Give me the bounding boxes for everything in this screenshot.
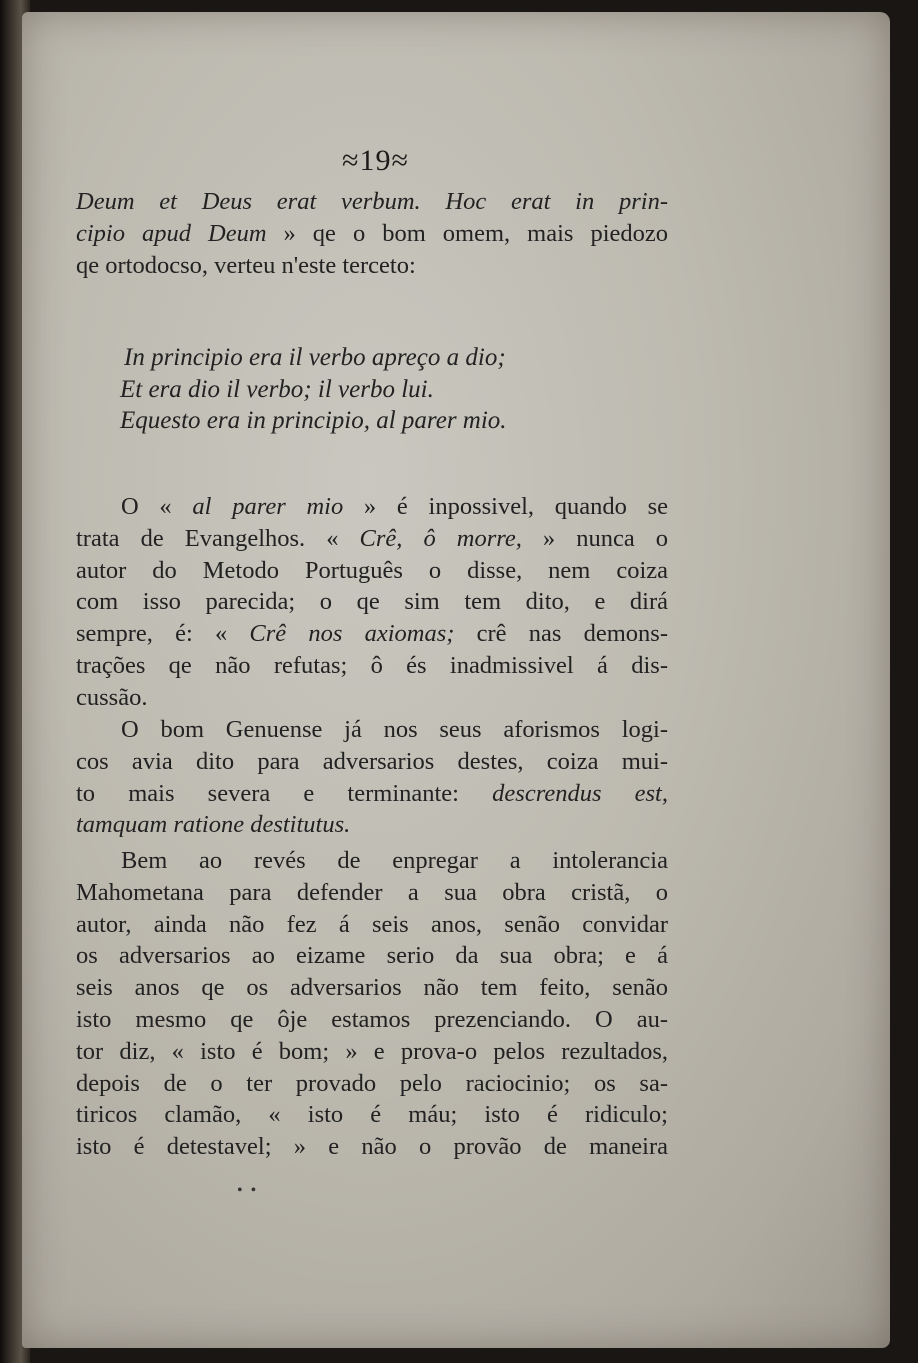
text-line: autor, ainda não fez á seis anos, senão convidar [76,910,668,938]
text-line: depois de o ter provado pelo raciocinio; os sa- [76,1069,668,1097]
text-line: cos avia dito para adversarios destes, coiza mui- [76,747,668,775]
text-line: tor diz, « isto é bom; » e prova-o pelos rezultados, [76,1037,668,1065]
text-line: qe ortodocso, verteu n'este terceto: [76,251,416,279]
text-line: tiricos clamão, « isto é máu; isto é ridiculo; [76,1101,668,1129]
text-line: isto é detestavel; » e não o provão de maneira [76,1133,668,1161]
text-line: trações qe não refutas; ô és inadmissivel á dis- [76,651,668,679]
verse-tercet [120,342,640,437]
page-number: ≈19≈ [342,144,409,177]
text-line: cussão. [76,683,148,711]
paragraph-3 [76,714,668,841]
paragraph-1 [76,186,668,281]
text-line: Bem ao revés de enpregar a intolerancia [121,847,668,874]
signature-mark: • • [237,1182,259,1199]
text-line: os adversarios ao eizame serio da sua obra; e á [76,942,668,970]
text-line: seis anos qe os adversarios não tem feito, senão [76,974,668,1002]
verse-line: Et era dio il verbo; il verbo lui. [120,375,434,403]
text-line: to mais severa e terminante: descrendus est, [76,779,668,807]
text-line: sempre, é: « Crê nos axiomas; crê nas demons- [76,620,668,648]
text-line: trata de Evangelhos. « Crê, ô morre, » nunca o [76,524,669,552]
text-line: com isso parecida; o qe sim tem dito, e dirá [76,588,668,616]
text-line: O « al parer mio » é inpossivel, quando se [121,493,668,520]
text-line: isto mesmo qe ôje estamos prezenciando. O au- [76,1005,668,1033]
text-line: tamquam ratione destitutus. [76,811,351,839]
paragraph-2 [76,491,668,714]
text-line: autor do Metodo Português o disse, nem coiza [76,556,668,584]
text-line: O bom Genuense já nos seus aforismos logi- [121,716,668,743]
text-line: cipio apud Deum » qe o bom omem, mais piedozo [76,219,669,247]
verse-line: Equesto era in principio, al parer mio. [120,407,507,434]
verse-line: In principio era il verbo apreço a dio; [124,344,506,371]
paragraph-4 [76,845,668,1163]
text-line: Deum et Deus erat verbum. Hoc erat in prin- [76,188,668,215]
text-line: Mahometana para defender a sua obra cristã, o [76,878,668,906]
